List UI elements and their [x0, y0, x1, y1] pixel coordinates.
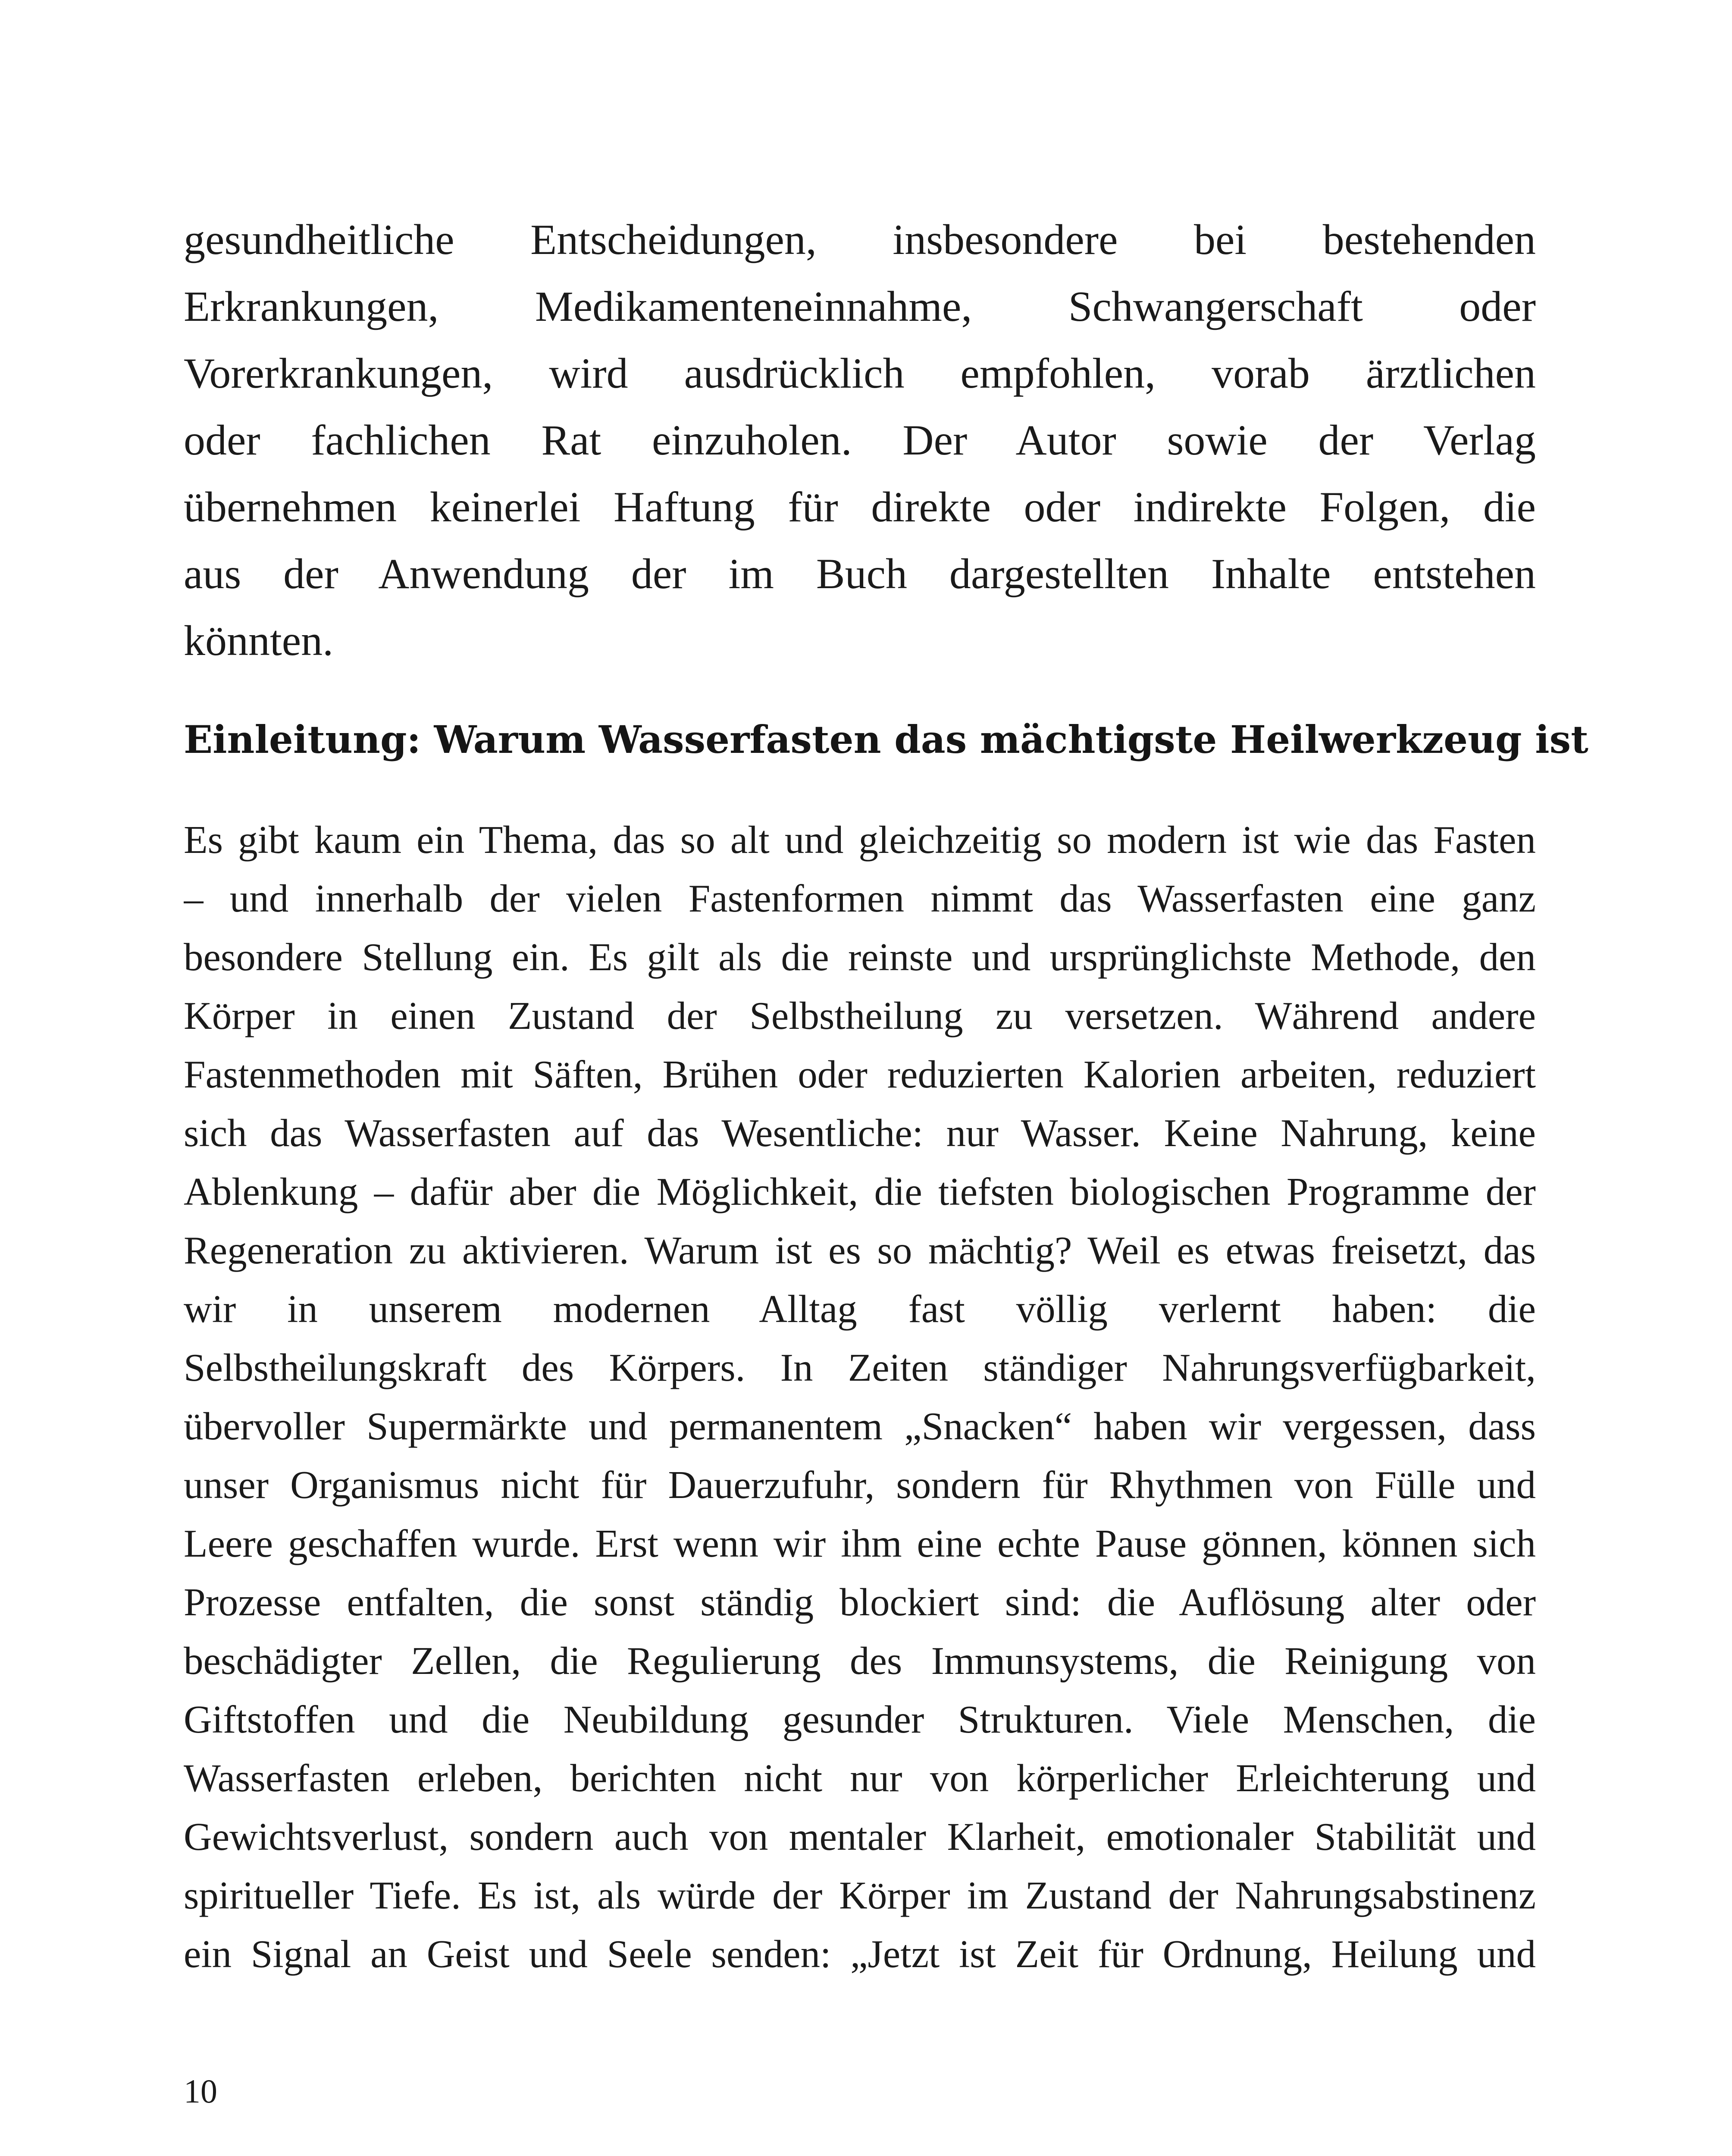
body-line: Fastenmethoden mit Säften, Brühen oder reduzierten Kalorien arbeiten, reduziert [184, 1053, 1536, 1096]
page-number: 10 [184, 2072, 217, 2110]
intro-line: Erkrankungen, Medikamenteneinnahme, Schwangerschaft oder [184, 282, 1536, 330]
body-line: besondere Stellung ein. Es gilt als die reinste und ursprünglichste Methode, den [184, 935, 1536, 979]
body-line: – und innerhalb der vielen Fastenformen nimmt das Wasserfasten eine ganz [184, 877, 1536, 920]
body-line: Selbstheilungskraft des Körpers. In Zeiten ständiger Nahrungsverfügbarkeit, [184, 1346, 1536, 1389]
body-line: ein Signal an Geist und Seele senden: „Jetzt ist Zeit für Ordnung, Heilung und [184, 1932, 1536, 1976]
intro-line: gesundheitliche Entscheidungen, insbesondere bei bestehenden [184, 216, 1536, 263]
intro-line: übernehmen keinerlei Haftung für direkte oder indirekte Folgen, die [184, 483, 1536, 531]
body-line: unser Organismus nicht für Dauerzufuhr, sondern für Rhythmen von Fülle und [184, 1463, 1536, 1507]
body-line: Körper in einen Zustand der Selbstheilung zu versetzen. Während andere [184, 994, 1536, 1037]
body-line: sich das Wasserfasten auf das Wesentliche: nur Wasser. Keine Nahrung, keine [184, 1111, 1536, 1155]
body-line: Wasserfasten erleben, berichten nicht nur von körperlicher Erleichterung und [184, 1756, 1536, 1800]
body-paragraph [184, 811, 1536, 1984]
body-line: beschädigter Zellen, die Regulierung des Immunsystems, die Reinigung von [184, 1639, 1536, 1683]
intro-line: könnten. [184, 617, 334, 664]
body-line: wir in unserem modernen Alltag fast völlig verlernt haben: die [184, 1287, 1536, 1331]
body-line: Es gibt kaum ein Thema, das so alt und gleichzeitig so modern ist wie das Fasten [184, 818, 1536, 862]
intro-line: Vorerkrankungen, wird ausdrücklich empfohlen, vorab ärztlichen [184, 349, 1536, 397]
intro-paragraph [184, 206, 1536, 674]
body-line: spiritueller Tiefe. Es ist, als würde der Körper im Zustand der Nahrungsabstinenz [184, 1874, 1536, 1917]
body-line: Giftstoffen und die Neubildung gesunder Strukturen. Viele Menschen, die [184, 1698, 1536, 1741]
body-line: Gewichtsverlust, sondern auch von mentaler Klarheit, emotionaler Stabilität und [184, 1815, 1536, 1858]
section-heading: Einleitung: Warum Wasserfasten das mächtigste Heilwerkzeug ist [184, 717, 1588, 762]
intro-line: aus der Anwendung der im Buch dargestellten Inhalte entstehen [184, 550, 1536, 598]
body-line: Ablenkung – dafür aber die Möglichkeit, die tiefsten biologischen Programme der [184, 1170, 1536, 1213]
body-line: übervoller Supermärkte und permanentem „Snacken“ haben wir vergessen, dass [184, 1404, 1536, 1448]
body-line: Prozesse entfalten, die sonst ständig blockiert sind: die Auflösung alter oder [184, 1580, 1536, 1624]
intro-line: oder fachlichen Rat einzuholen. Der Autor sowie der Verlag [184, 416, 1536, 464]
body-line: Leere geschaffen wurde. Erst wenn wir ihm eine echte Pause gönnen, können sich [184, 1522, 1536, 1565]
body-line: Regeneration zu aktivieren. Warum ist es so mächtig? Weil es etwas freisetzt, das [184, 1228, 1536, 1272]
